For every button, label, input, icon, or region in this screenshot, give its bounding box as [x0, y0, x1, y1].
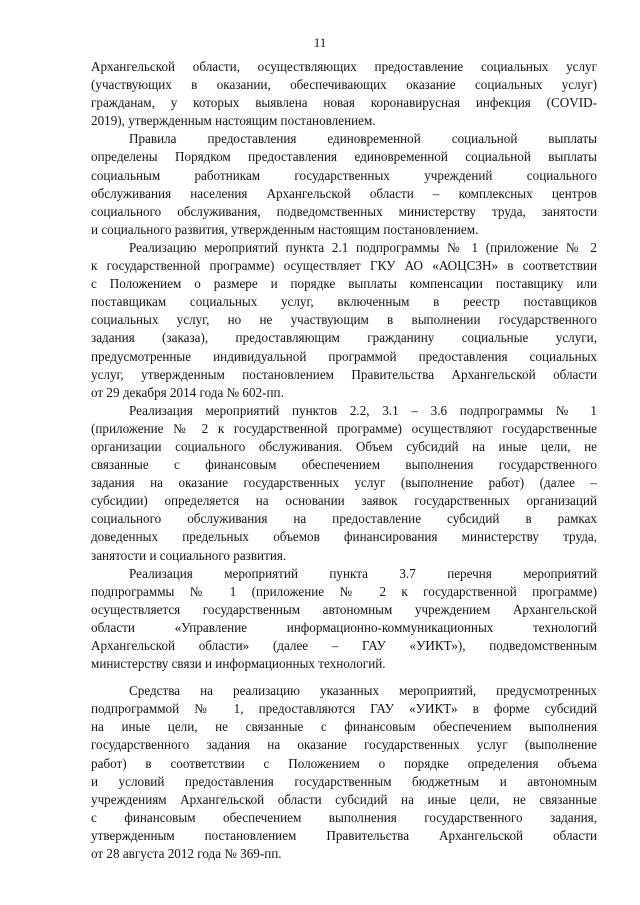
text-line: определены Порядком предоставления единовременной социальной выплаты — [91, 149, 597, 165]
text-line: Реализация мероприятий пункта 3.7 перечня мероприятий — [129, 565, 597, 581]
text-line: с Положением о размере и порядке выплаты компенсации поставщику или — [91, 276, 597, 292]
text-line: Реализация мероприятий пунктов 2.2, 3.1 – 3.6 подпрограммы № 1 — [129, 402, 597, 418]
paragraph — [91, 402, 597, 565]
paragraph — [91, 565, 597, 674]
text-line: задания на оказание государственных услуг (выполнение работ) (далее – — [91, 475, 597, 491]
text-line: связанные с финансовым обеспечением выполнения государственного — [91, 457, 597, 473]
text-line: организации социального обслуживания. Объем субсидий на иные цели, не — [91, 438, 597, 454]
text-line: подпрограммой № 1, предоставляются ГАУ «УИКТ» в форме субсидий — [91, 701, 597, 717]
text-line: на иные цели, не связанные с финансовым обеспечением выполнения — [91, 719, 597, 735]
text-line: государственного задания на оказание государственных услуг (выполнение — [91, 737, 597, 753]
text-line: с финансовым обеспечением выполнения государственного задания, — [91, 809, 597, 825]
text-line: социальных услуг, но не участвующим в выполнении государственного — [91, 312, 597, 328]
text-line: обслуживания населения Архангельской области – комплексных центров — [91, 185, 597, 201]
text-line: утвержденным постановлением Правительства Архангельской области — [91, 827, 597, 843]
text-line: (приложение № 2 к государственной программе) осуществляют государственные — [91, 420, 597, 436]
document-body — [91, 58, 597, 863]
text-line: 2019), утвержденным настоящим постановлением. — [91, 113, 376, 129]
text-line: занятости и социального развития. — [91, 547, 287, 563]
text-line: социального обслуживания на предоставление субсидий в рамках — [91, 511, 597, 527]
text-line: от 29 декабря 2014 года № 602-пп. — [91, 384, 284, 400]
text-line: социальным работникам государственных учреждений социального — [91, 167, 597, 183]
text-line: области «Управление информационно-коммуникационных технологий — [91, 619, 597, 635]
paragraph-gap — [91, 673, 597, 682]
text-line: субсидии) определяется на основании заявок государственных организаций — [91, 493, 597, 509]
text-line: доведенных предельных объемов финансирования министерству труда, — [91, 529, 597, 545]
text-line: Архангельской области, осуществляющих предоставление социальных услуг — [91, 59, 597, 74]
text-line: гражданам, у которых выявлена новая коронавирусная инфекция (COVID- — [91, 95, 597, 111]
text-line: Средства на реализацию указанных мероприятий, предусмотренных — [129, 683, 597, 699]
paragraph — [91, 682, 597, 863]
text-line: и социального развития, утвержденным настоящим постановлением. — [91, 221, 479, 237]
paragraph — [91, 239, 597, 402]
text-line: к государственной программе) осуществляет ГКУ АО «АОЦСЗН» в соответствии — [91, 258, 597, 274]
text-line: Правила предоставления единовременной социальной выплаты — [129, 131, 597, 147]
text-line: поставщикам социальных услуг, включенным в реестр поставщиков — [91, 294, 597, 310]
page-number: 11 — [313, 35, 327, 50]
text-line: предусмотренные индивидуальной программой предоставления социальных — [91, 348, 597, 364]
text-line: и условий предоставления государственным бюджетным и автономным — [91, 773, 597, 789]
text-line: услуг, утвержденным постановлением Правительства Архангельской области — [91, 366, 597, 382]
paragraph — [91, 58, 597, 130]
text-line: министерству связи и информационных технологий. — [91, 656, 386, 672]
text-line: работ) в соответствии с Положением о порядке определения объема — [91, 755, 597, 771]
paragraph — [91, 130, 597, 239]
text-line: учреждениям Архангельской области субсидий на иные цели, не связанные — [91, 791, 597, 807]
text-line: Реализацию мероприятий пункта 2.1 подпрограммы № 1 (приложение № 2 — [129, 239, 597, 255]
text-line: осуществляется государственным автономным учреждением Архангельской — [91, 601, 597, 617]
text-line: Архангельской области» (далее – ГАУ «УИКТ»), подведомственным — [91, 638, 597, 653]
text-line: социального обслуживания, подведомственных министерству труда, занятости — [91, 203, 597, 219]
text-line: от 28 августа 2012 года № 369-пп. — [91, 846, 282, 862]
text-line: (участвующих в оказании, обеспечивающих оказание социальных услуг) — [91, 77, 597, 93]
text-line: подпрограммы № 1 (приложение № 2 к государственной программе) — [91, 583, 597, 599]
text-line: задания (заказа), предоставляющим гражданину социальные услуги, — [91, 330, 597, 346]
